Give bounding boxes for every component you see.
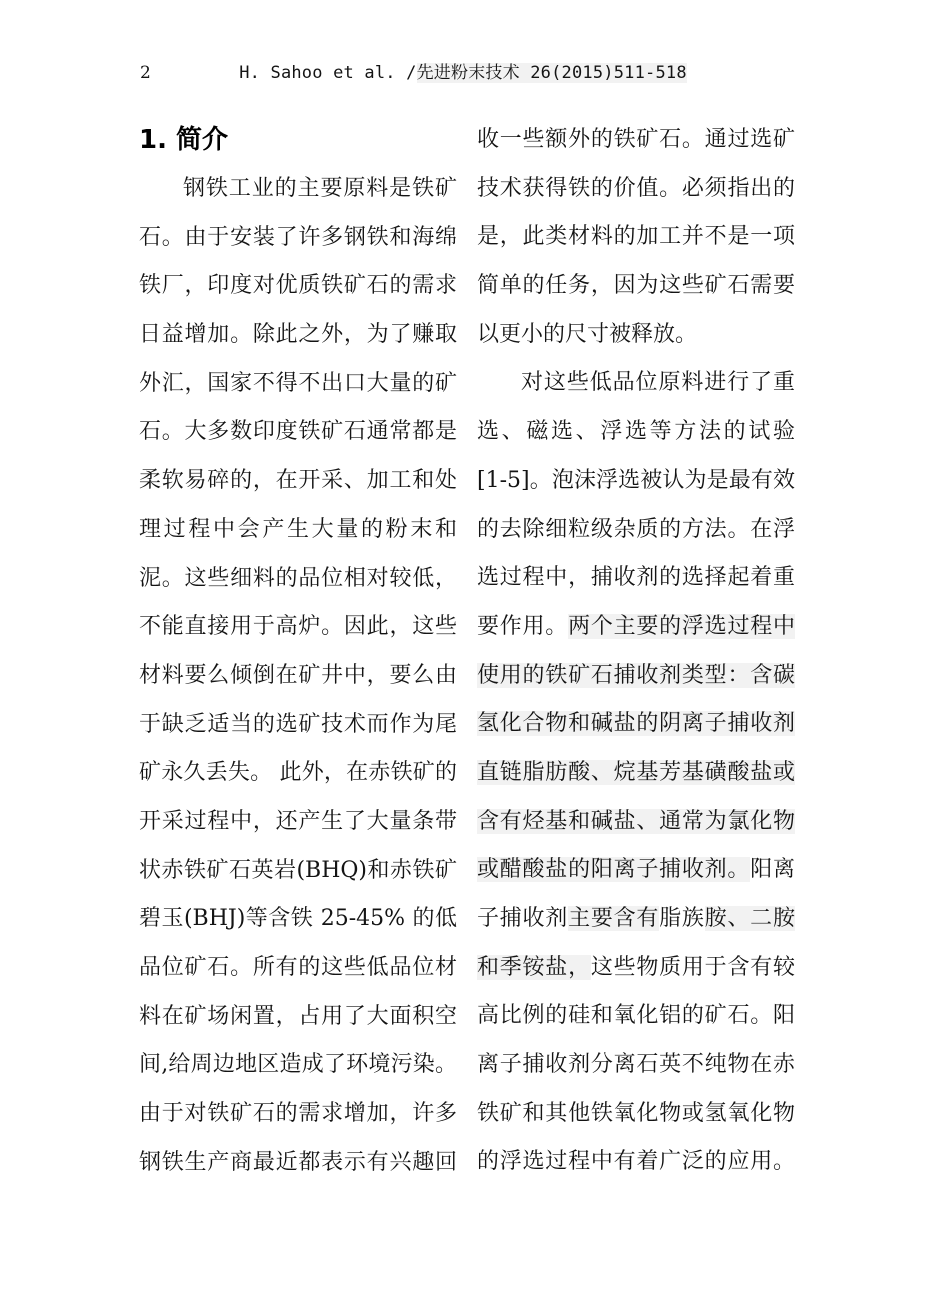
text-line	[477, 1041, 795, 1090]
text-line	[139, 1090, 457, 1139]
highlighted-text: 使用的铁矿石捕收剂类型：含碳	[477, 662, 795, 688]
text-line	[477, 262, 795, 311]
text-line	[139, 165, 457, 214]
highlighted-text: 主要含有	[568, 906, 660, 931]
page-content	[139, 116, 795, 1187]
text-segment: 理过程中会产生大量的粉末和	[139, 516, 457, 542]
text-line	[477, 554, 795, 603]
text-line	[477, 700, 795, 749]
text-line	[477, 1090, 795, 1139]
text-segment: 技术获得铁的价值。必须指出的	[477, 175, 795, 201]
highlighted-text: 胺、二胺	[704, 906, 795, 931]
highlighted-text: 两个主要的浮选过程中	[568, 613, 795, 639]
text-segment: 选、磁选、浮选等方法的试验	[477, 419, 795, 445]
text-segment: [1-5]。泡沫浮选被认为是最有效	[477, 467, 795, 493]
text-segment: 子捕收剂	[477, 906, 569, 931]
highlighted-text: 或醋酸盐的阳离子捕收剂。	[477, 857, 751, 883]
text-segment: 状赤铁矿石英岩(BHQ)和赤铁矿	[139, 857, 457, 883]
text-line	[139, 311, 457, 360]
text-segment: 开采过程中，还产生了大量条带	[139, 808, 457, 834]
text-segment: 不能直接用于高炉。因此，这些	[139, 614, 457, 640]
text-segment: 阳离	[750, 857, 795, 883]
text-line	[139, 749, 457, 798]
page-number: 2	[140, 63, 151, 83]
text-line	[139, 1041, 457, 1090]
text-segment: 的浮选过程中有着广泛的应用。	[477, 1149, 795, 1175]
text-segment: 收一些额外的铁矿石。通过选矿	[477, 127, 795, 152]
text-segment: 要作用。	[477, 613, 569, 639]
running-header-journal-highlight: 先进粉末技术 26(2015)511-518	[416, 63, 687, 83]
text-segment: 的去除细粒级杂质的方法。在浮	[477, 516, 795, 542]
text-line	[139, 652, 457, 701]
text-segment: 日益增加。除此之外，为了赚取	[139, 322, 457, 348]
text-segment: 钢铁工业的主要原料是铁矿	[183, 176, 457, 201]
text-line	[477, 457, 795, 506]
right-column	[477, 116, 795, 1187]
text-line	[139, 360, 457, 409]
text-segment: 间,给周边地区造成了环境污染。	[139, 1052, 457, 1078]
text-line	[477, 213, 795, 262]
text-line	[477, 603, 795, 652]
text-segment: 铁矿和其他铁氧化物或氢氧化物	[477, 1100, 795, 1126]
text-segment: 钢铁生产商最近都表示有兴趣回	[139, 1149, 457, 1175]
left-column-text	[139, 165, 457, 1187]
text-line	[477, 992, 795, 1041]
text-segment: 是，此类材料的加工并不是一项	[477, 224, 795, 250]
text-line	[477, 408, 795, 457]
text-line	[139, 944, 457, 993]
text-segment: 石。大多数印度铁矿石通常都是	[139, 419, 457, 445]
text-segment: 高比例的硅和氧化铝的矿石。阳	[477, 1003, 795, 1029]
text-segment: 由于对铁矿石的需求增加，许多	[139, 1101, 457, 1127]
text-line	[477, 846, 795, 895]
text-line	[477, 944, 795, 993]
text-segment: 碧玉(BHJ)等含铁 25-45% 的低	[139, 906, 457, 932]
text-segment: 材料要么倾倒在矿井中，要么由	[139, 662, 457, 688]
text-line	[477, 359, 795, 408]
text-segment: 铁厂，印度对优质铁矿石的需求	[139, 273, 457, 299]
text-segment: 简单的任务，因为这些矿石需要	[477, 273, 795, 299]
text-segment: 泥。这些细料的品位相对较低，	[139, 565, 457, 591]
text-line	[139, 214, 457, 263]
text-line	[139, 993, 457, 1042]
left-column	[139, 116, 457, 1187]
text-line	[477, 506, 795, 555]
highlighted-text: 直链脂肪酸、烷基芳基磺酸盐或	[477, 759, 795, 785]
text-segment: 离子捕收剂分离石英不纯物在赤	[477, 1052, 795, 1078]
text-segment: 这些物质用于含有较	[590, 954, 795, 980]
text-line	[477, 311, 795, 360]
text-segment: 料在矿场闲置，占用了大面积空	[139, 1003, 457, 1029]
text-line	[139, 506, 457, 555]
text-line	[477, 749, 795, 798]
text-line	[477, 116, 795, 165]
text-line	[139, 603, 457, 652]
text-segment: 矿永久丢失。 此外，在赤铁矿的	[139, 760, 457, 786]
text-segment: 品位矿石。所有的这些低品位材	[139, 955, 457, 980]
text-line	[139, 847, 457, 896]
text-line	[477, 165, 795, 214]
text-line	[139, 1139, 457, 1188]
highlighted-text: 和季铵盐，	[477, 954, 591, 980]
text-segment: 以更小的尺寸被释放。	[477, 321, 698, 347]
text-segment: 选过程中，捕收剂的选择起着重	[477, 565, 795, 591]
text-segment: 脂族	[659, 906, 705, 931]
running-header	[0, 62, 926, 84]
text-segment: 石。由于安装了许多钢铁和海绵	[139, 224, 457, 250]
running-header-authors: H. Sahoo et al. /	[239, 63, 417, 83]
text-line	[477, 1138, 795, 1187]
text-segment: 于缺乏适当的选矿技术而作为尾	[139, 711, 457, 737]
text-line	[477, 895, 795, 944]
text-line	[139, 701, 457, 750]
text-line	[139, 798, 457, 847]
text-line	[477, 652, 795, 701]
text-line	[139, 457, 457, 506]
right-column-text	[477, 116, 795, 1187]
text-segment: 柔软易碎的，在开采、加工和处	[139, 468, 457, 494]
section-heading: 1. 简介	[139, 125, 229, 155]
highlighted-text: 氢化合物和碱盐的阴离子捕收剂	[477, 711, 795, 737]
text-line	[139, 262, 457, 311]
text-line	[139, 408, 457, 457]
text-line	[477, 798, 795, 847]
text-segment: 对这些低品位原料进行了重	[521, 370, 795, 396]
text-line	[139, 895, 457, 944]
highlighted-text: 含有烃基和碱盐、通常为氯化物	[477, 808, 795, 834]
text-segment: 外汇，国家不得不出口大量的矿	[139, 370, 457, 396]
text-line	[139, 555, 457, 604]
